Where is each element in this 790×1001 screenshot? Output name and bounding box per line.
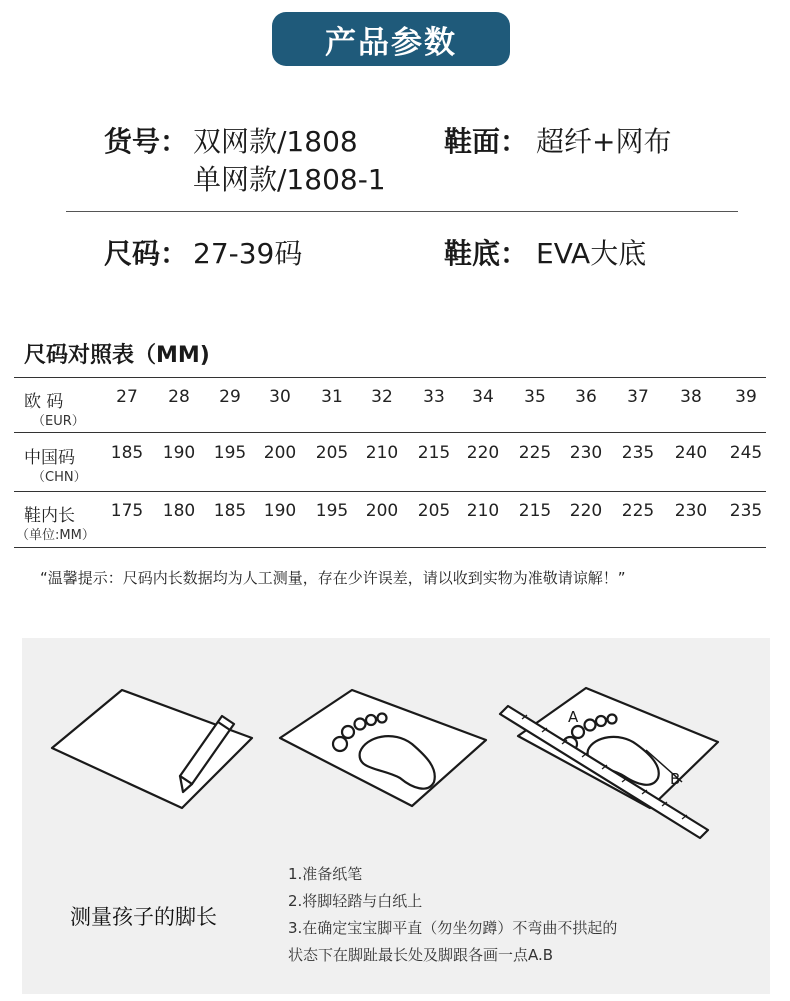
size-cell: 225 bbox=[621, 501, 655, 521]
size-cell: 27 bbox=[116, 387, 138, 407]
size-cell: 37 bbox=[627, 387, 649, 407]
measure-illustration bbox=[22, 678, 770, 898]
size-cell: 210 bbox=[365, 443, 399, 463]
item-no-value-1: 双网款/1808 bbox=[193, 125, 358, 158]
size-label: 尺码： bbox=[104, 237, 189, 270]
marker-b: B bbox=[670, 770, 681, 788]
item-no-label: 货号： bbox=[104, 125, 189, 158]
step-2: 2.将脚轻踏与白纸上 bbox=[288, 892, 423, 910]
size-cell: 195 bbox=[213, 443, 247, 463]
size-cell: 220 bbox=[569, 501, 603, 521]
step-3: 3.在确定宝宝脚平直（勿坐勿蹲）不弯曲不拱起的 bbox=[288, 919, 618, 937]
spec-divider bbox=[66, 211, 738, 212]
size-cell: 180 bbox=[162, 501, 196, 521]
size-cell: 175 bbox=[110, 501, 144, 521]
size-cell: 235 bbox=[729, 501, 763, 521]
size-row-unit: （CHN） bbox=[32, 470, 87, 485]
size-value: 27-39码 bbox=[193, 237, 303, 270]
table-line bbox=[14, 491, 766, 492]
size-cell: 205 bbox=[417, 501, 451, 521]
size-cell: 185 bbox=[213, 501, 247, 521]
upper-value: 超纤+网布 bbox=[536, 125, 672, 158]
step-1: 1.准备纸笔 bbox=[288, 865, 363, 883]
step-4: 状态下在脚趾最长处及脚跟各画一点A.B bbox=[288, 946, 554, 964]
size-cell: 205 bbox=[315, 443, 349, 463]
size-cell: 29 bbox=[219, 387, 241, 407]
table-line bbox=[14, 377, 766, 378]
size-row-unit: （单位:MM） bbox=[16, 528, 95, 543]
size-cell: 190 bbox=[162, 443, 196, 463]
paper-pen-icon bbox=[52, 690, 252, 808]
page-title: 产品参数 bbox=[272, 12, 510, 66]
size-cell: 215 bbox=[518, 501, 552, 521]
ruler-footprint-icon bbox=[500, 688, 718, 838]
size-cell: 31 bbox=[321, 387, 343, 407]
size-table-title: 尺码对照表（MM) bbox=[24, 343, 210, 368]
size-cell: 225 bbox=[518, 443, 552, 463]
measure-label: 测量孩子的脚长 bbox=[70, 905, 217, 929]
size-row-unit: （EUR） bbox=[32, 414, 85, 429]
marker-a: A bbox=[568, 708, 579, 726]
size-cell: 35 bbox=[524, 387, 546, 407]
size-cell: 200 bbox=[263, 443, 297, 463]
size-cell: 185 bbox=[110, 443, 144, 463]
size-cell: 230 bbox=[569, 443, 603, 463]
footprint-icon bbox=[280, 690, 486, 806]
upper-label: 鞋面： bbox=[444, 125, 529, 158]
size-cell: 33 bbox=[423, 387, 445, 407]
sole-value: EVA大底 bbox=[536, 237, 647, 270]
size-row-label: 中国码 bbox=[24, 448, 75, 468]
size-cell: 195 bbox=[315, 501, 349, 521]
size-cell: 220 bbox=[466, 443, 500, 463]
item-no-value-2: 单网款/1808-1 bbox=[193, 163, 386, 196]
sole-label: 鞋底： bbox=[444, 237, 529, 270]
size-cell: 235 bbox=[621, 443, 655, 463]
size-cell: 30 bbox=[269, 387, 291, 407]
measure-panel bbox=[22, 638, 770, 994]
size-row-label: 欧 码 bbox=[24, 392, 64, 412]
tip-note: “温馨提示：尺码内长数据均为人工测量，存在少许误差，请以收到实物为准敬请谅解！” bbox=[40, 569, 626, 587]
size-cell: 39 bbox=[735, 387, 757, 407]
table-line bbox=[14, 432, 766, 433]
size-row-label: 鞋内长 bbox=[24, 506, 75, 526]
size-cell: 200 bbox=[365, 501, 399, 521]
size-cell: 36 bbox=[575, 387, 597, 407]
size-cell: 34 bbox=[472, 387, 494, 407]
size-cell: 210 bbox=[466, 501, 500, 521]
size-cell: 38 bbox=[680, 387, 702, 407]
size-cell: 230 bbox=[674, 501, 708, 521]
size-cell: 32 bbox=[371, 387, 393, 407]
size-cell: 215 bbox=[417, 443, 451, 463]
table-line bbox=[14, 547, 766, 548]
size-cell: 245 bbox=[729, 443, 763, 463]
size-cell: 240 bbox=[674, 443, 708, 463]
size-cell: 28 bbox=[168, 387, 190, 407]
size-cell: 190 bbox=[263, 501, 297, 521]
